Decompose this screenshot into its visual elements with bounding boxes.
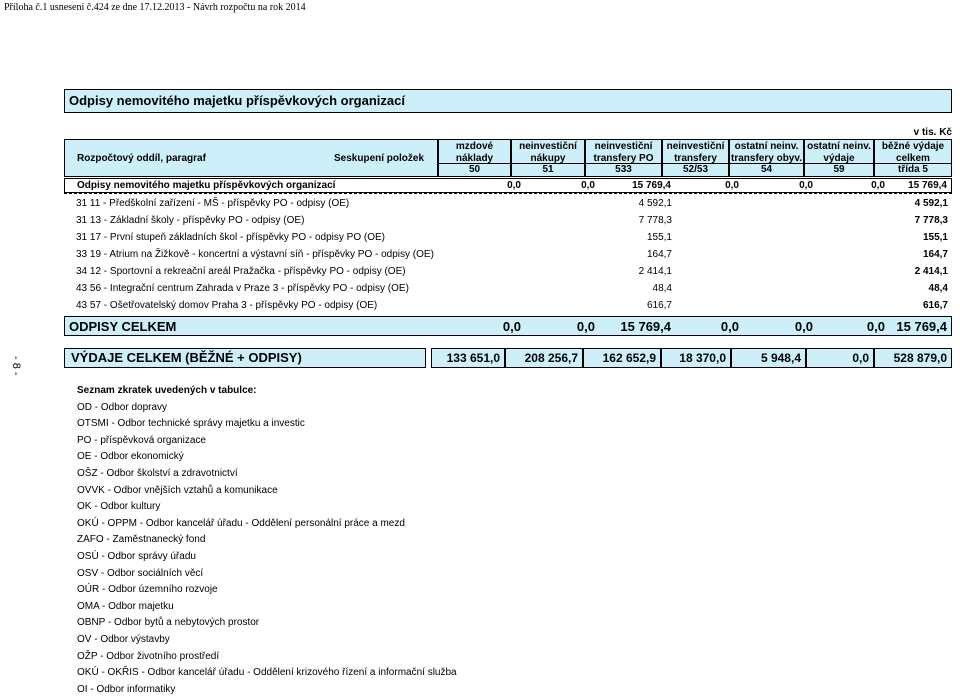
vydaje-celkem-54: 5 948,4: [731, 348, 806, 368]
vydaje-celkem-total: 528 879,0: [874, 348, 952, 368]
row-label: 31 13 - Základní školy - příspěvky PO - odpisy (OE): [76, 215, 305, 226]
column-header-line2: náklady: [455, 153, 494, 164]
page-number: - 8 -: [10, 356, 22, 376]
abbreviation-item: ZAFO - Zaměstnanecký fond: [77, 534, 206, 546]
abbreviation-item: OÚR - Odbor územního rozvoje: [77, 584, 218, 596]
abbreviation-item: OK - Odbor kultury: [77, 501, 161, 513]
table-row: [64, 281, 952, 298]
abbreviation-item: OKÚ - OKŘIS - Odbor kancelář úřadu - Oddělení krizového řízení a informační služba: [77, 667, 457, 679]
row-value-total: 155,1: [922, 232, 948, 243]
vydaje-celkem-label: VÝDAJE CELKEM (BĚŽNÉ + ODPISY): [64, 348, 426, 368]
vydaje-celkem-50: 133 651,0: [431, 348, 505, 368]
column-header-59: [804, 139, 874, 177]
abbreviation-item: OBNP - Odbor bytů a nebytových prostor: [77, 617, 260, 629]
dashed-divider: [64, 193, 952, 194]
table-row: [64, 247, 952, 264]
column-header-code: 51: [512, 163, 584, 176]
column-header-code: 52/53: [663, 163, 728, 176]
table-row: [64, 230, 952, 247]
table-row: [64, 298, 952, 315]
row-value-533: 7 778,3: [638, 215, 672, 226]
column-header-line2: výdaje: [823, 153, 855, 164]
column-header-54: [729, 139, 804, 177]
column-header-trida-5: [874, 139, 952, 177]
document-header-note: Příloha č.1 usnesení č.424 ze dne 17.12.2013 - Návrh rozpočtu na rok 2014: [4, 2, 306, 13]
column-header-52-53: [662, 139, 729, 177]
column-header-line1: neinvestiční: [594, 141, 653, 152]
summary-value-50: 0,0: [507, 180, 521, 191]
row-value-total: 7 778,3: [914, 215, 948, 226]
table-row: [64, 196, 952, 213]
abbreviation-item: OSÚ - Odbor správy úřadu: [77, 550, 196, 562]
header-rozpoctovy-oddil: Rozpočtový oddíl, paragraf: [77, 153, 206, 164]
odpisy-celkem-52-53: 0,0: [720, 319, 739, 334]
abbreviation-item: OŠZ - Odbor školství a zdravotnictví: [77, 467, 238, 479]
odpisy-celkem-50: 0,0: [502, 319, 521, 334]
row-value-total: 164,7: [922, 249, 948, 260]
odpisy-celkem-533: 15 769,4: [620, 319, 671, 334]
odpisy-celkem-51: 0,0: [576, 319, 595, 334]
column-header-line2: transfery: [674, 153, 717, 164]
row-label: 43 56 - Integrační centrum Zahrada v Praze 3 - příspěvky PO - odpisy (OE): [76, 283, 409, 294]
vydaje-celkem-51: 208 256,7: [505, 348, 583, 368]
summary-value-533: 15 769,4: [632, 180, 671, 191]
summary-value-total: 15 769,4: [908, 180, 947, 191]
row-value-533: 155,1: [646, 232, 672, 243]
column-header-line1: neinvestiční: [519, 141, 577, 152]
odpisy-celkem-row: [64, 316, 952, 336]
column-header-line1: běžné výdaje: [881, 141, 945, 152]
column-header-533: [585, 139, 662, 177]
row-label: 34 12 - Sportovní a rekreační areál Pražačka - příspěvky PO - odpisy (OE): [76, 266, 406, 277]
row-value-533: 2 414,1: [638, 266, 672, 277]
abbreviation-item: OTSMI - Odbor technické správy majetku a investic: [77, 418, 305, 430]
abbreviations-title: Seznam zkratek uvedených v tabulce:: [77, 385, 257, 396]
summary-value-59: 0,0: [871, 180, 885, 191]
section-title: Odpisy nemovitého majetku příspěvkových organizací: [64, 89, 952, 113]
abbreviation-item: OV - Odbor výstavby: [77, 633, 170, 645]
abbreviation-item: OSV - Odbor sociálních věcí: [77, 567, 204, 579]
column-header-line1: ostatní neinv.: [807, 141, 871, 152]
abbreviation-item: OŽP - Odbor životního prostředí: [77, 650, 220, 662]
abbreviation-item: OI - Odbor informatiky: [77, 683, 176, 695]
column-header-code: třída 5: [875, 163, 951, 176]
odpisy-celkem-label: ODPISY CELKEM: [69, 319, 177, 334]
abbreviation-item: OD - Odbor dopravy: [77, 401, 168, 413]
row-value-total: 4 592,1: [914, 198, 948, 209]
row-label: 33 19 - Atrium na Žižkově - koncertní a výstavní síň - příspěvky PO - odpisy (OE): [76, 249, 434, 260]
column-header-line1: ostatní neinv.: [734, 141, 799, 152]
column-header-code: 54: [730, 163, 803, 176]
column-header-code: 59: [805, 163, 873, 176]
odpisy-celkem-59: 0,0: [866, 319, 885, 334]
row-label: 31 17 - První stupeň základních škol - příspěvky PO - odpisy PO (OE): [76, 232, 386, 243]
row-value-total: 48,4: [928, 283, 948, 294]
table-row: [64, 264, 952, 281]
vydaje-celkem-533: 162 652,9: [583, 348, 661, 368]
column-header-code: 533: [586, 163, 661, 176]
row-label: 43 57 - Ošetřovatelský domov Praha 3 - příspěvky PO - odpisy (OE): [76, 300, 378, 311]
summary-row: [64, 178, 952, 193]
vydaje-celkem-59: 0,0: [806, 348, 874, 368]
abbreviation-item: OE - Odbor ekonomický: [77, 451, 184, 463]
row-label: 31 11 - Předškolní zařízení - MŠ - příspěvky PO - odpisy (OE): [76, 198, 350, 209]
abbreviations-list: [77, 383, 457, 698]
row-value-533: 4 592,1: [638, 198, 672, 209]
summary-row-label: Odpisy nemovitého majetku příspěvkových organizací: [77, 180, 336, 191]
column-header-line1: mzdové: [455, 141, 494, 152]
summary-value-54: 0,0: [799, 180, 813, 191]
row-value-533: 48,4: [652, 283, 672, 294]
column-header-line1: neinvestiční: [666, 141, 725, 152]
header-left: [64, 139, 438, 177]
abbreviation-item: PO - příspěvková organizace: [77, 434, 206, 446]
odpisy-celkem-total: 15 769,4: [896, 319, 947, 334]
unit-label: v tis. Kč: [913, 127, 952, 138]
vydaje-celkem-52-53: 18 370,0: [661, 348, 731, 368]
column-header-line2: transfery obyv.: [731, 153, 802, 164]
row-value-533: 616,7: [646, 300, 672, 311]
abbreviation-item: OVVK - Odbor vnějších vztahů a komunikace: [77, 484, 278, 496]
odpisy-celkem-54: 0,0: [794, 319, 813, 334]
summary-value-52-53: 0,0: [725, 180, 739, 191]
header-seskupeni-polozek: Seskupení položek: [334, 153, 425, 164]
row-value-533: 164,7: [646, 249, 672, 260]
column-header-50: [438, 139, 511, 177]
column-header-51: [511, 139, 585, 177]
abbreviation-item: OMA - Odbor majetku: [77, 600, 174, 612]
row-value-total: 2 414,1: [914, 266, 948, 277]
column-header-line2: transfery PO: [593, 153, 654, 164]
column-header-code: 50: [439, 163, 510, 176]
abbreviation-item: OKÚ - OPPM - Odbor kancelář úřadu - Oddělení personální práce a mezd: [77, 517, 405, 529]
table-row: [64, 213, 952, 230]
column-header-line2: celkem: [896, 153, 930, 164]
summary-value-51: 0,0: [581, 180, 595, 191]
row-value-total: 616,7: [922, 300, 948, 311]
column-header-line2: nákupy: [530, 153, 566, 164]
